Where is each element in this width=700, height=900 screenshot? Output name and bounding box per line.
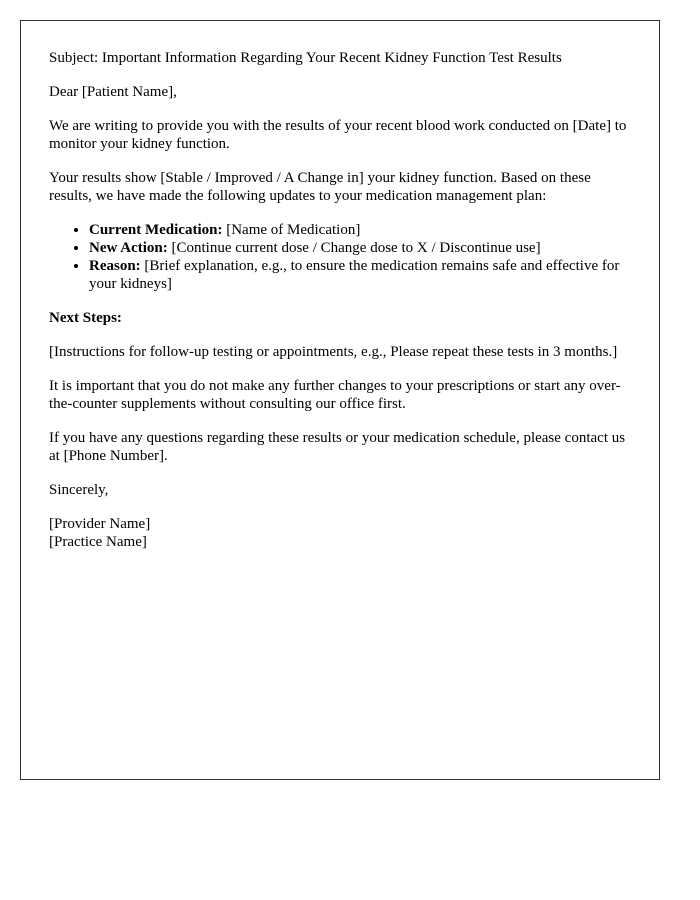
intro-paragraph: We are writing to provide you with the results of your recent blood work conducted on [Date] to monitor your kidney function. [49, 118, 627, 152]
list-item-reason [89, 257, 631, 293]
list-item-new-action [89, 239, 631, 257]
caution-paragraph: It is important that you do not make any further changes to your prescriptions or start any over-the-counter supplements without consulting our office first. [49, 378, 621, 412]
reason-label: Reason: [89, 258, 141, 274]
next-steps-paragraph: [Instructions for follow-up testing or appointments, e.g., Please repeat these tests in 3 months.] [49, 344, 618, 360]
new-action-value: [Continue current dose / Change dose to X / Discontinue use] [167, 240, 541, 256]
results-paragraph: Your results show [Stable / Improved / A Change in] your kidney function. Based on these results, we have made the following updates to your medication management plan: [49, 170, 591, 204]
list-item-current-medication [89, 221, 631, 239]
current-medication-label: Current Medication: [89, 222, 223, 238]
medication-plan-list [49, 221, 631, 293]
subject-line: Subject: Important Information Regarding Your Recent Kidney Function Test Results [49, 50, 562, 66]
closing: Sincerely, [49, 482, 109, 498]
new-action-label: New Action: [89, 240, 168, 256]
contact-paragraph: If you have any questions regarding these results or your medication schedule, please contact us at [Phone Number]. [49, 430, 626, 464]
practice-name: [Practice Name] [49, 534, 147, 550]
reason-value: [Brief explanation, e.g., to ensure the medication remains safe and effective for your kidneys] [89, 258, 620, 292]
letter-page [20, 20, 660, 780]
provider-name: [Provider Name] [49, 516, 151, 532]
greeting: Dear [Patient Name], [49, 84, 177, 100]
signature-block [49, 515, 631, 551]
next-steps-heading: Next Steps: [49, 310, 122, 326]
current-medication-value: [Name of Medication] [222, 222, 361, 238]
